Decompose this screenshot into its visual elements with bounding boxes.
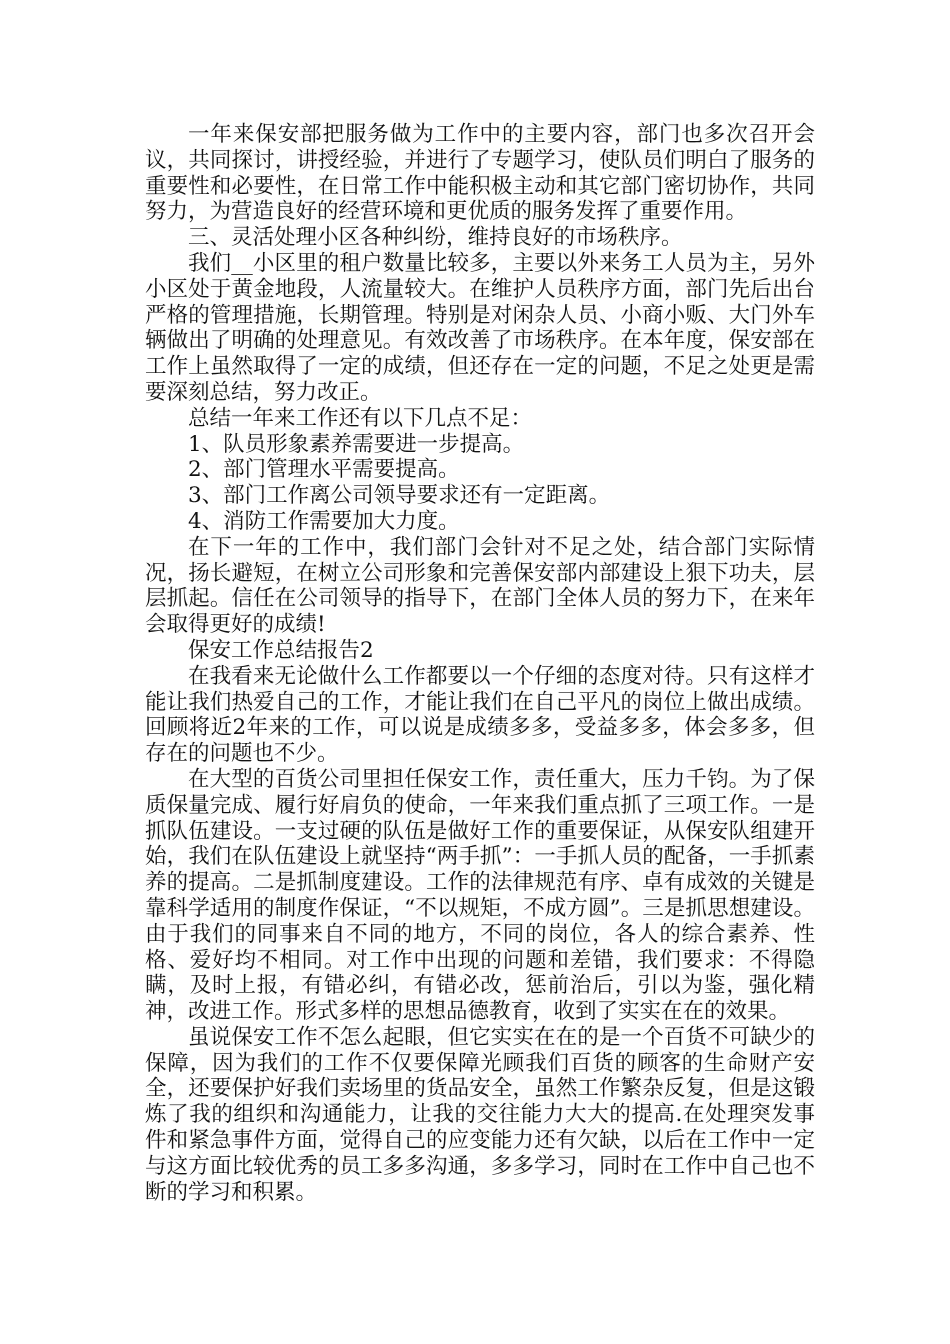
paragraph-attitude: 在我看来无论做什么工作都要以一个仔细的态度对待。只有这样才能让我们热爱自己的工作，才能让我们在自己平凡的岗位上做出成绩。回顾将近2年来的工作，可以说是成绩多多，受益多多，体会多多，但存在的问题也不少。: [145, 663, 815, 767]
paragraph-three-tasks: 在大型的百货公司里担任保安工作，责任重大，压力千钧。为了保质保量完成、履行好肩负的使命，一年来我们重点抓了三项工作。一是抓队伍建设。一支过硬的队伍是做好工作的重要保证，从保安队组建开始，我们在队伍建设上就坚持“两手抓”：一手抓人员的配备，一手抓素养的提高。二是抓制度建设。工作的法律规范有序、卓有成效的关键是靠科学适用的制度作保证，“不以规矩，不成方圆”。三是抓思想建设。由于我们的同事来自不同的地方，不同的岗位，各人的综合素养、性格、爱好均不相同。对工作中出现的问题和差错，我们要求：不得隐瞒，及时上报，有错必纠，有错必改，惩前治后，引以为鉴，强化精神，改进工作。形式多样的思想品德教育，收到了实实在在的效果。: [145, 766, 815, 1025]
list-item-4: 4、消防工作需要加大力度。: [188, 508, 460, 534]
paragraph-shortcomings-intro: 总结一年来工作还有以下几点不足：: [188, 405, 533, 431]
report-title-2: 保安工作总结报告2: [188, 637, 374, 663]
paragraph-next-year: 在下一年的工作中，我们部门会针对不足之处，结合部门实际情况，扬长避短，在树立公司形象和完善保安部内部建设上狠下功夫，层层抓起。信任在公司领导的指导下，在部门全体人员的努力下，在来年会取得更好的成绩!: [145, 534, 815, 638]
paragraph-guarantee: 虽说保安工作不怎么起眼，但它实实在在的是一个百货不可缺少的保障，因为我们的工作不仅要保障光顾我们百货的顾客的生命财产安全，还要保护好我们卖场里的货品安全，虽然工作繁杂反复，但是这锻炼了我的组织和沟通能力，让我的交往能力大大的提高.在处理突发事件和紧急事件方面，觉得自己的应变能力还有欠缺，以后在工作中一定与这方面比较优秀的员工多多沟通，多多学习，同时在工作中自己也不断的学习和积累。: [145, 1024, 815, 1205]
paragraph-residents: 我们__小区里的租户数量比较多，主要以外来务工人员为主，另外小区处于黄金地段，人流量较大。在维护人员秩序方面，部门先后出台严格的管理措施，长期管理。特别是对闲杂人员、小商小贩、大门外车辆做出了明确的处理意见。有效改善了市场秩序。在本年度，保安部在工作上虽然取得了一定的成绩，但还存在一定的问题，不足之处更是需要深刻总结，努力改正。: [145, 250, 815, 405]
document-body: [145, 122, 815, 1205]
paragraph-service: 一年来保安部把服务做为工作中的主要内容，部门也多次召开会议，共同探讨，讲授经验，并进行了专题学习，使队员们明白了服务的重要性和必要性，在日常工作中能积极主动和其它部门密切协作，共同努力，为营造良好的经营环境和更优质的服务发挥了重要作用。: [145, 122, 815, 225]
list-item-2: 2、部门管理水平需要提高。: [188, 457, 460, 483]
list-item-1: 1、队员形象素养需要进一步提高。: [188, 431, 525, 457]
section-heading-3: 三、灵活处理小区各种纠纷，维持良好的市场秩序。: [188, 225, 683, 251]
list-item-3: 3、部门工作离公司领导要求还有一定距离。: [188, 483, 611, 509]
